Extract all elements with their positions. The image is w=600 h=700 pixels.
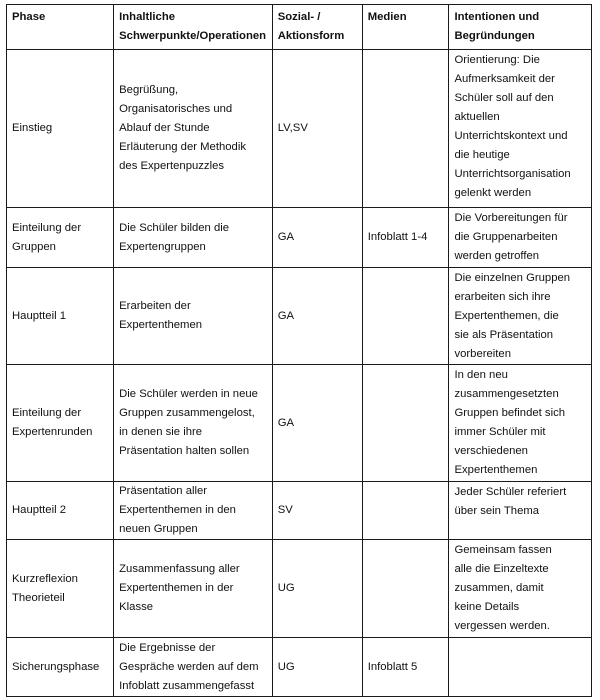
cell-media: [362, 540, 449, 638]
table-row: [7, 482, 592, 540]
cell-content: Erarbeiten der Expertenthemen: [114, 268, 273, 365]
cell-media: [362, 482, 449, 540]
cell-content: Die Schüler bilden die Expertengruppen: [114, 208, 273, 268]
cell-media: [362, 268, 449, 365]
cell-media: [362, 50, 449, 208]
cell-phase: Einteilung der Expertenrunden: [7, 365, 114, 482]
table-row: [7, 268, 592, 365]
cell-intentions: Jeder Schüler referiert über sein Thema: [449, 482, 592, 540]
cell-media: Infoblatt 5: [362, 638, 449, 697]
header-phase: Phase: [7, 5, 114, 50]
cell-phase: Hauptteil 2: [7, 482, 114, 540]
cell-phase: Kurzreflexion Theorieteil: [7, 540, 114, 638]
cell-social-form: SV: [272, 482, 362, 540]
cell-intentions: Orientierung: Die Aufmerksamkeit der Schüler soll auf den aktuellen Unterrichtskontext und die heutige Unterrichtsorganisation gelenkt werden: [449, 50, 592, 208]
cell-media: [362, 365, 449, 482]
cell-social-form: GA: [272, 208, 362, 268]
cell-content: Begrüßung, Organisatorisches und Ablauf der Stunde Erläuterung der Methodik des Expertenpuzzles: [114, 50, 273, 208]
cell-phase: Einstieg: [7, 50, 114, 208]
cell-phase: Hauptteil 1: [7, 268, 114, 365]
header-content: Inhaltliche Schwerpunkte/Operationen: [114, 5, 273, 50]
cell-content: Zusammenfassung aller Expertenthemen in der Klasse: [114, 540, 273, 638]
cell-phase: Einteilung der Gruppen: [7, 208, 114, 268]
table-row: [7, 540, 592, 638]
cell-intentions: Gemeinsam fassen alle die Einzeltexte zusammen, damit keine Details vergessen werden.: [449, 540, 592, 638]
table-row: [7, 50, 592, 208]
cell-media: Infoblatt 1-4: [362, 208, 449, 268]
table-row: [7, 208, 592, 268]
cell-intentions: Die Vorbereitungen für die Gruppenarbeiten werden getroffen: [449, 208, 592, 268]
cell-social-form: UG: [272, 540, 362, 638]
header-media: Medien: [362, 5, 449, 50]
cell-content: Präsentation aller Expertenthemen in den neuen Gruppen: [114, 482, 273, 540]
cell-intentions: [449, 638, 592, 697]
lesson-plan-table: [6, 4, 592, 697]
cell-intentions: In den neu zusammengesetzten Gruppen befindet sich immer Schüler mit verschiedenen Expertenthemen: [449, 365, 592, 482]
cell-content: Die Schüler werden in neue Gruppen zusammengelost, in denen sie ihre Präsentation halten sollen: [114, 365, 273, 482]
cell-social-form: GA: [272, 268, 362, 365]
cell-intentions: Die einzelnen Gruppen erarbeiten sich ihre Expertenthemen, die sie als Präsentation vorbereiten: [449, 268, 592, 365]
cell-content: Die Ergebnisse der Gespräche werden auf dem Infoblatt zusammengefasst: [114, 638, 273, 697]
table-row: [7, 365, 592, 482]
cell-social-form: LV,SV: [272, 50, 362, 208]
cell-phase: Sicherungsphase: [7, 638, 114, 697]
header-intentions: Intentionen und Begründungen: [449, 5, 592, 50]
header-social-form: Sozial- / Aktionsform: [272, 5, 362, 50]
lesson-plan-page: [6, 4, 592, 694]
table-row: [7, 638, 592, 697]
cell-social-form: GA: [272, 365, 362, 482]
header-row: [7, 5, 592, 50]
cell-social-form: UG: [272, 638, 362, 697]
